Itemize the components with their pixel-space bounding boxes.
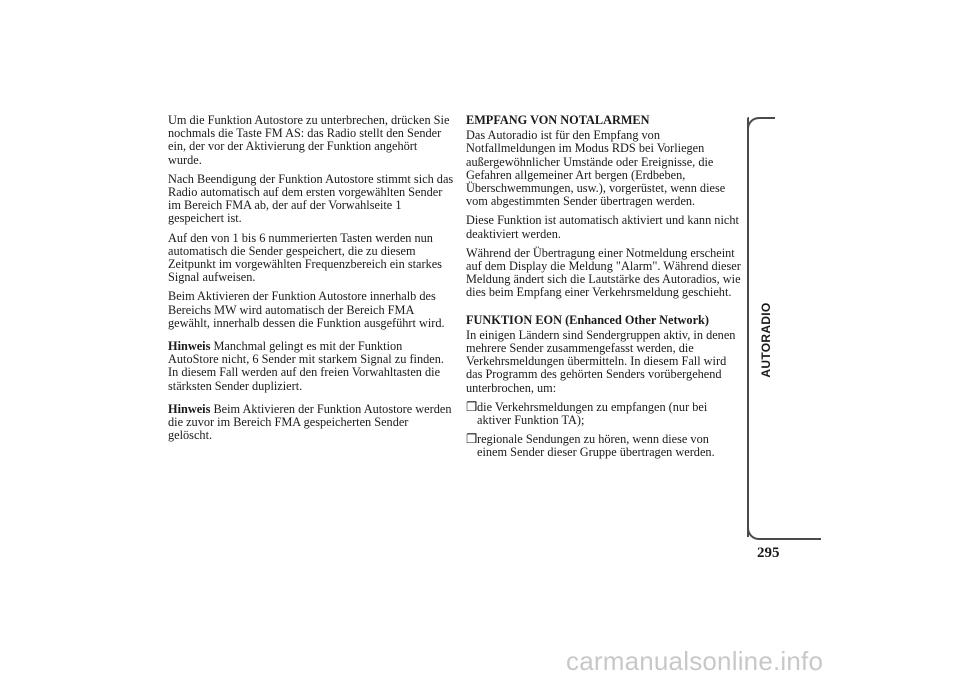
list-item [466, 401, 741, 427]
note-label: Hinweis [168, 401, 211, 416]
list-item [466, 433, 741, 459]
note-paragraph [168, 403, 454, 443]
section-tab [756, 300, 776, 380]
paragraph: Um die Funktion Autostore zu unterbrechen, drücken Sie nochmals die Taste FM AS: das Radio stellt den Sender ein, der vor der Aktivierung der Funktion angehört wurde. [168, 113, 450, 167]
sidebar-frame-bottom [747, 524, 821, 540]
list-item-text: regionale Sendungen zu hören, wenn diese von einem Sender dieser Gruppe übertragen werden. [477, 432, 715, 460]
paragraph: Während der Übertragung einer Notmeldung erscheint auf dem Display die Meldung "Alarm". Während dieser Meldung ändert sich die Lautstärke des Autoradios, wie dies beim Empfang einer Verkehrsmeldung geschieht. [466, 245, 741, 300]
section-heading: EMPFANG VON NOTALARMEN [466, 113, 650, 127]
paragraph: Beim Aktivieren der Funktion Autostore innerhalb des Bereichs MW wird automatisch der Bereich FMA gewählt, innerhalb dessen die Funktion ausgeführt wird. [168, 289, 445, 330]
paragraph: Auf den von 1 bis 6 nummerierten Tasten werden nun automatisch die Sender gespeichert, die zu diesem Zeitpunkt im vorgewählten Frequenzbereich ein starkes Signal aufweisen. [168, 230, 442, 285]
left-column [168, 114, 454, 448]
watermark: carmanualsonline.info [566, 646, 824, 676]
paragraph: In einigen Ländern sind Sendergruppen aktiv, in denen mehrere Sender zusammengefasst werden, die Verkehrsmeldungen übermitteln. In diesem Fall wird das Programm des gehörten Senders vorübergehend unterbrochen, um: [466, 327, 736, 395]
note-text: Manchmal gelingt es mit der Funktion AutoStore nicht, 6 Sender mit starkem Signal zu finden. In diesem Fall werden auf den freien Vorwahltasten die stärksten Sender dupliziert. [168, 339, 444, 393]
right-column [466, 114, 741, 466]
section-heading: FUNKTION EON (Enhanced Other Network) [466, 312, 709, 327]
note-label: Hinweis [168, 339, 211, 354]
paragraph: Nach Beendigung der Funktion Autostore stimmt sich das Radio automatisch auf dem ersten vorgewählten Sender im Bereich FMA ab, der auf der Vorwahlseite 1 gespeichert ist. [168, 171, 454, 226]
checkbox-bullet-icon: ❒ [466, 399, 478, 414]
note-paragraph [168, 340, 454, 393]
page-number: 295 [757, 545, 780, 561]
checkbox-bullet-icon: ❒ [466, 432, 478, 447]
list-item-text: die Verkehrsmeldungen zu empfangen (nur bei aktiver Funktion TA); [477, 399, 708, 428]
paragraph: Diese Funktion ist automatisch aktiviert und kann nicht deaktiviert werden. [466, 213, 739, 241]
paragraph: Das Autoradio ist für den Empfang von Notfallmeldungen im Modus RDS bei Vorliegen außergewöhnlicher Umstände oder Ereignisse, die Gefahren allgemeiner Art bergen (Erdbeben, Überschwemmungen, usw.), vorgerüstet, wenn diese vom abgestimmten Sender übertragen werden. [466, 128, 726, 209]
section-label: AUTORADIO [759, 302, 773, 378]
sidebar-frame-top [747, 117, 775, 133]
note-text: Beim Aktivieren der Funktion Autostore werden die zuvor im Bereich FMA gespeicherten Sender gelöscht. [168, 401, 452, 443]
sidebar-frame-line [747, 117, 749, 537]
